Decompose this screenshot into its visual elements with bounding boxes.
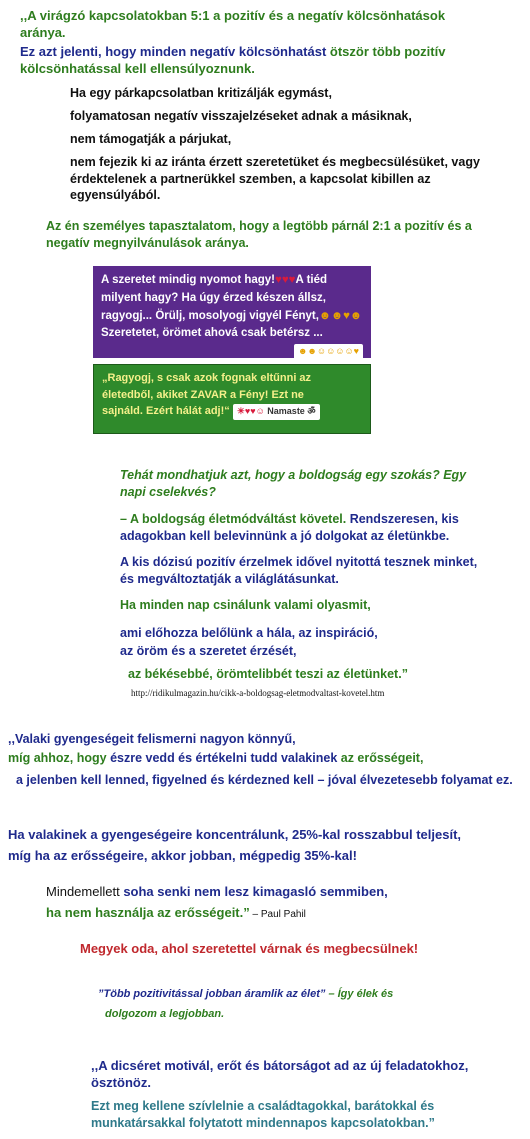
weak-line1: ,,Valaki gyengeségeit felismerni nagyon könnyű, xyxy=(8,732,296,746)
paul-line1: Mindemellett soha senki nem lesz kimagasló semmiben, xyxy=(46,884,388,899)
list-item: nem támogatják a párjukat, xyxy=(70,132,232,146)
emoji-faces-icon: ☻☻♥☻ xyxy=(318,309,363,322)
intro-line2-a: Ez azt jelenti, hogy minden negatív kölcsönhatást xyxy=(20,44,327,59)
quote-brings-out: ami előhozza belőlünk a hála, az inspiráció, xyxy=(120,626,378,640)
stat-line1: Ha valakinek a gyengeségeire koncentrálunk, 25%-kal rosszabbul teljesít, xyxy=(8,827,462,842)
weak-line3: a jelenben kell lenned, figyelned és kérdezned kell – jóval élvezetesebb folyamat ez. xyxy=(16,773,513,787)
paul-line2: ha nem használja az erősségeit.” – Paul Pahil xyxy=(46,905,306,920)
positive-quote: ”Több pozitivitással jobban áramlik az élet” – Így élek és xyxy=(98,988,394,1000)
emoji-icons: ☀♥♥☺ xyxy=(236,406,265,416)
quote-card-purple: A szeretet mindig nyomot hagy!♥♥♥A tiéd milyent hagy? Ha úgy érzed készen állsz, ragyogj... Örülj, mosolyogj vigyél Fényt,☻☻♥☻ Szeretetet, örömet ahová csak betérsz ... ☻☻☺☺☺☺♥ xyxy=(93,266,371,358)
quote-question: Tehát mondhatjuk azt, hogy a boldogság egy szokás? Egy napi cselekvés? xyxy=(120,468,467,499)
quote-every-day: Ha minden nap csinálunk valami olyasmit, xyxy=(120,598,371,612)
weak-line2: míg ahhoz, hogy észre vedd és értékelni tudd valakinek az erősségeit, xyxy=(8,751,424,765)
list-item: nem fejezik ki az iránta érzett szeretetüket és megbecsülésüket, vagy érdektelenek a partnerükkel szemben, a kapcsolat kibillen az egyensúlyából. xyxy=(70,155,480,202)
quote-answer: – A boldogság életmódváltást követel. Rendszeresen, kis adagokban kell belevinnünk a jó dolgokat az életünkbe. xyxy=(120,512,459,543)
namaste-strip: ☀♥♥☺ Namaste ॐ xyxy=(233,404,320,420)
intro-line1: ,,A virágzó kapcsolatokban 5:1 a pozitív és a negatív kölcsönhatások aránya. xyxy=(20,8,446,41)
stat-line2: míg ha az erősségeire, akkor jobban, mégpedig 35%-kal! xyxy=(8,848,357,863)
intro-line2-b: ötször több pozitív kölcsönhatással kell ellensúlyoznunk. xyxy=(20,44,446,77)
praise-line1: ,,A dicséret motivál, erőt és bátorságot ad az új feladatokhoz, ösztönöz. xyxy=(91,1058,469,1091)
quote-peaceful: az békésebbé, örömtelibbét teszi az életünket.” xyxy=(128,667,408,681)
quote-feelings: az öröm és a szeretet érzését, xyxy=(120,644,297,658)
intro-explanation xyxy=(20,43,500,77)
experience-text: Az én személyes tapasztalatom, hogy a legtöbb párnál 2:1 a pozitív és a negatív megnyilvánulások aránya. xyxy=(46,219,472,250)
source-link[interactable]: http://ridikulmagazin.hu/cikk-a-boldogsag-eletmodvaltast-kovetel.htm xyxy=(131,688,385,698)
red-statement: Megyek oda, ahol szeretettel várnak és megbecsülnek! xyxy=(80,941,419,956)
praise-line2: Ezt meg kellene szívlelnie a családtagokkal, barátokkal és munkatársakkal folytatott mindennapos kapcsolatokban.” xyxy=(91,1099,435,1130)
positive-quote-cont: dolgozom a legjobban. xyxy=(105,1008,225,1020)
quote-small-doses: A kis dózisú pozitív érzelmek idővel nyitottá tesznek minket, és megváltoztatják a világlátásunkat. xyxy=(120,555,478,586)
list-item: folyamatosan negatív visszajelzéseket adnak a másiknak, xyxy=(70,109,412,123)
quote-card-green: „Ragyogj, s csak azok fognak eltűnni az életedből, akiket ZAVAR a Fény! Ezt ne sajnáld. Ezért hálát adj!“ ☀♥♥☺ Namaste ॐ xyxy=(93,364,371,434)
hearts-icon: ♥♥♥ xyxy=(275,274,296,286)
list-item: Ha egy párkapcsolatban kritizálják egymást, xyxy=(70,86,332,100)
emoji-strip-icon: ☻☻☺☺☺☺♥ xyxy=(294,344,363,360)
intro-heading xyxy=(20,7,490,41)
